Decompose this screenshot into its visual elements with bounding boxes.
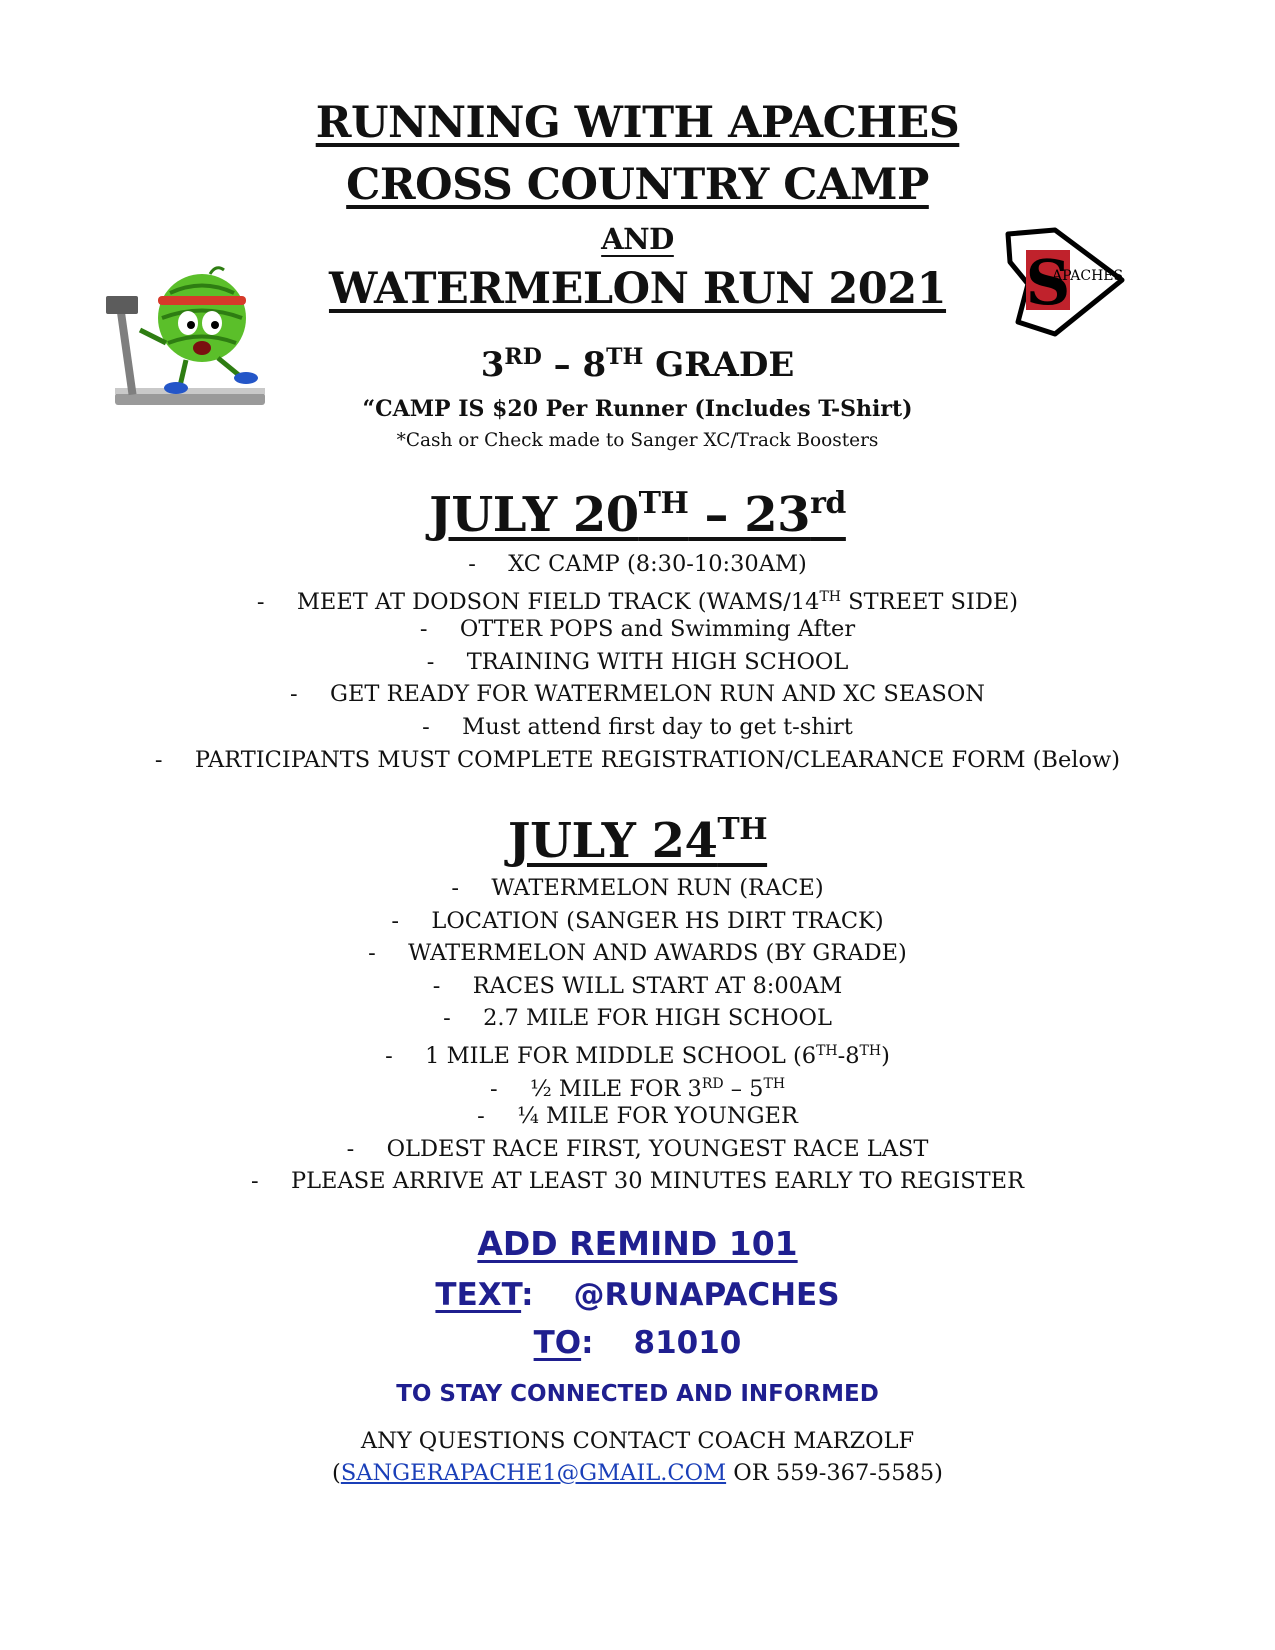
remind-text-line: TEXT: @RUNAPACHES [435,1277,840,1313]
contact-details: (SANGERAPACHE1@GMAIL.COM OR 559-367-5585) [332,1460,943,1486]
list-item: - Must attend first day to get t-shirt [422,713,853,740]
remind-number: 81010 [633,1325,742,1361]
list-item: - PLEASE ARRIVE AT LEAST 30 MINUTES EARLY TO REGISTER [250,1168,1025,1195]
list-item: - MEET AT DODSON FIELD TRACK (WAMS/14TH STREET SIDE) [256,588,1019,615]
list-item: - ¼ MILE FOR YOUNGER [477,1103,798,1130]
list-item: - 1 MILE FOR MIDDLE SCHOOL (6TH-8TH) [385,1042,890,1069]
camp-price: “CAMP IS $20 Per Runner (Includes T-Shirt) [362,396,913,422]
logo-letter: S [1025,246,1071,319]
payment-note: *Cash or Check made to Sanger XC/Track Boosters [396,430,879,451]
remind-title: ADD REMIND 101 [477,1224,798,1263]
list-item: - OTTER POPS and Swimming After [419,616,856,643]
list-item: - WATERMELON RUN (RACE) [451,875,824,901]
list-item: - LOCATION (SANGER HS DIRT TRACK) [391,907,884,934]
title-line-3: AND [601,222,674,256]
list-item: - RACES WILL START AT 8:00AM [432,972,843,999]
title-line-4: WATERMELON RUN 2021 [328,264,947,314]
apaches-arrowhead-logo [1000,222,1130,342]
list-item: - ½ MILE FOR 3RD – 5TH [489,1075,786,1102]
list-item: - PARTICIPANTS MUST COMPLETE REGISTRATION/CLEARANCE FORM (Below) [154,746,1121,773]
camp-details-list [0,548,1275,776]
list-item: - XC CAMP (8:30-10:30AM) [468,551,807,577]
list-item: - 2.7 MILE FOR HIGH SCHOOL [443,1005,832,1032]
list-item: - OLDEST RACE FIRST, YOUNGEST RACE LAST [346,1135,929,1162]
title-line-1: RUNNING WITH APACHES [315,98,960,148]
race-date: JULY 24TH [507,812,768,869]
camp-dates: JULY 20TH – 23rd [429,486,846,543]
grade-range: 3RD – 8TH GRADE [480,344,795,385]
race-details-list [0,872,1275,1198]
list-item: - TRAINING WITH HIGH SCHOOL [426,648,849,675]
email-link[interactable]: SANGERAPACHE1@GMAIL.COM [340,1460,727,1486]
contact-line: ANY QUESTIONS CONTACT COACH MARZOLF [360,1428,915,1454]
list-item: - WATERMELON AND AWARDS (BY GRADE) [368,940,907,967]
logo-word: APACHES [1052,268,1124,284]
remind-code: @RUNAPACHES [573,1277,840,1313]
title-line-2: CROSS COUNTRY CAMP [346,160,929,210]
remind-to-line: TO: 81010 [533,1325,742,1361]
list-item: - GET READY FOR WATERMELON RUN AND XC SEASON [290,681,985,708]
remind-footer: TO STAY CONNECTED AND INFORMED [396,1381,879,1407]
